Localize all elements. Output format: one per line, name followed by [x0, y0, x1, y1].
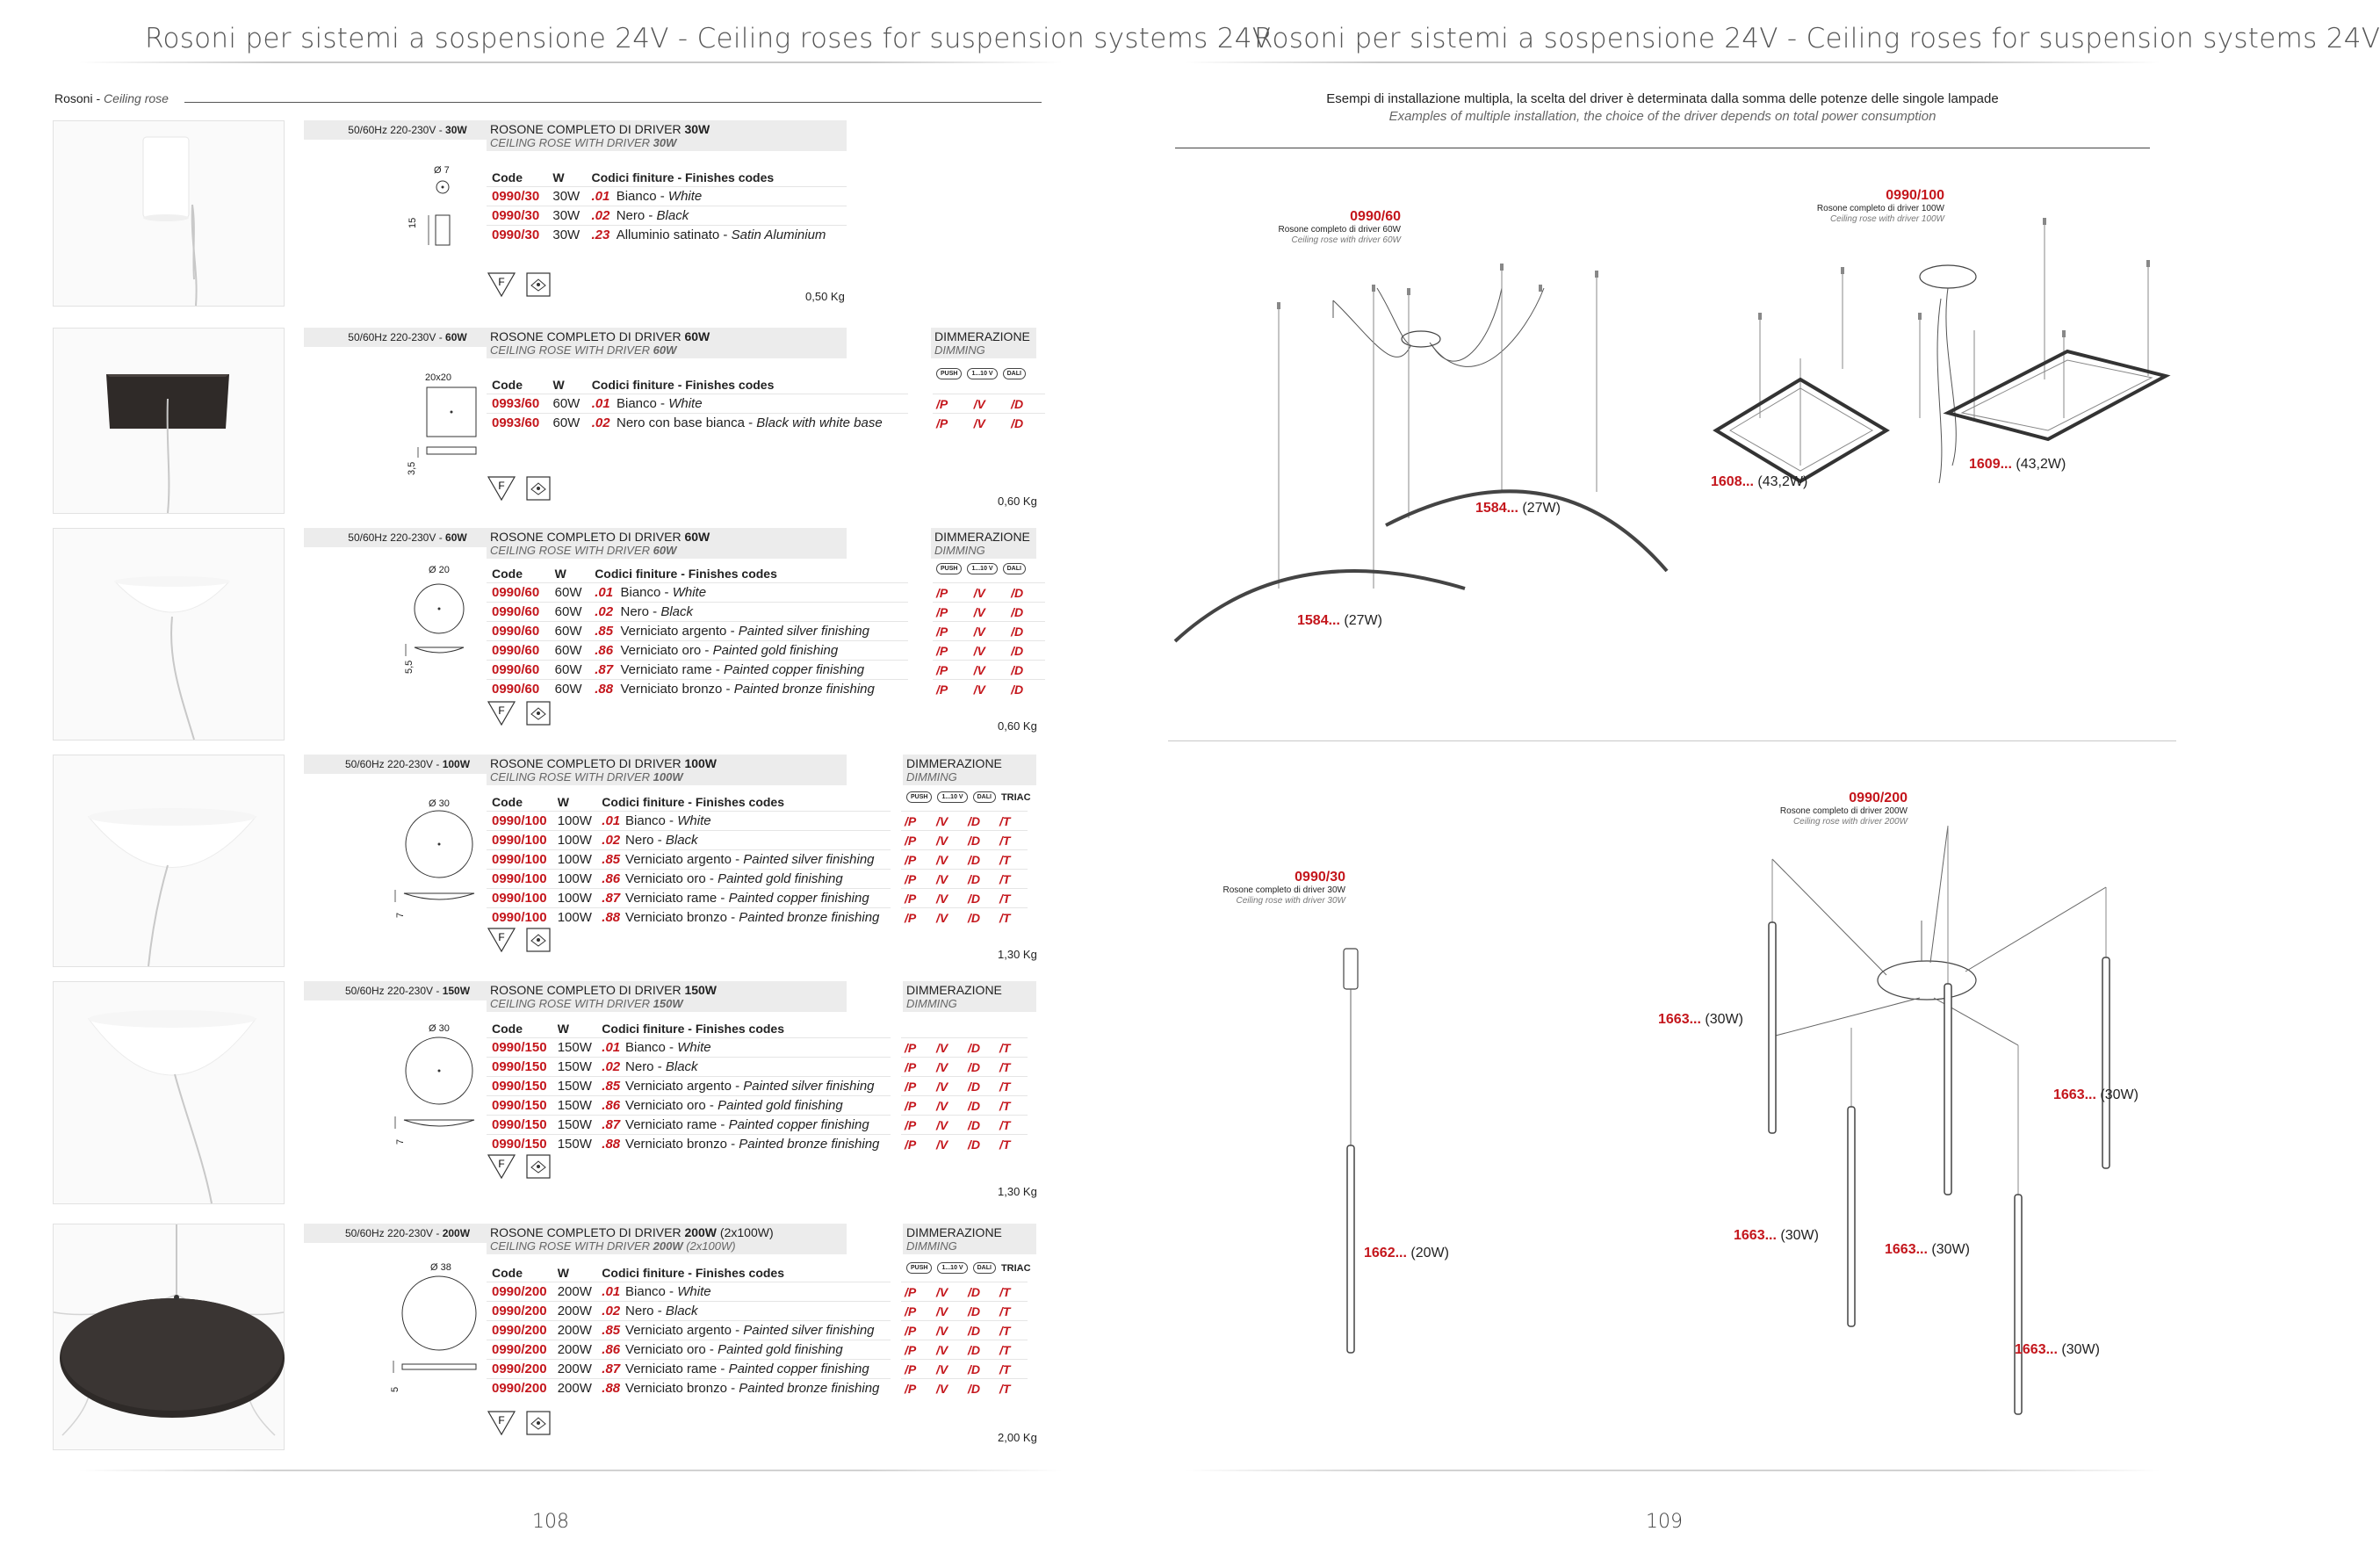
dimming-codes	[901, 1282, 1028, 1398]
table-row: 0990/100 100W .88 Verniciato bronzo - Painted bronze finishing	[487, 908, 891, 928]
table-row: /P /V /D /T	[901, 1116, 1028, 1135]
svg-text:F: F	[498, 1158, 505, 1170]
product-name: ROSONE COMPLETO DI DRIVER 30W CEILING ROSE WITH DRIVER 30W	[487, 120, 847, 151]
dimension-height: 5	[390, 1386, 400, 1392]
dimming-icons	[906, 791, 1031, 803]
dimension-icon	[369, 579, 501, 667]
table-row: 0990/60 60W .85 Verniciato argento - Painted silver finishing	[487, 622, 908, 641]
f-mark-icon	[487, 927, 516, 953]
ceiling-rose-square-icon	[54, 329, 284, 513]
dali-icon: DALI	[1003, 368, 1026, 379]
lamp-label-single-tube: 1662... (20W)	[1364, 1246, 1449, 1260]
f-mark-icon	[487, 1153, 516, 1180]
table-row: 0990/200 200W .86 Verniciato oro - Painted gold finishing	[487, 1340, 891, 1360]
product-block-60w-square	[53, 328, 1045, 514]
dimming-icons	[936, 368, 1026, 379]
dimension-height: 7	[395, 1138, 406, 1145]
lamp-label-tube-3: 1663... (30W)	[1734, 1228, 1819, 1243]
product-block-200w	[53, 1224, 1045, 1452]
table-row: /P /V /D	[933, 394, 1045, 414]
weight-label: 1,30 Kg	[998, 1185, 1037, 1198]
ceiling-rose-black-disc-icon	[54, 1224, 284, 1449]
table-row: /P /V /D	[933, 414, 1045, 433]
table-row: 0990/150 150W .01 Bianco - White	[487, 1038, 891, 1058]
table-row: 0990/60 60W .02 Nero - Black	[487, 603, 908, 622]
installation-subtitle: Examples of multiple installation, the choice of the driver depends on total power consumption	[1388, 109, 1936, 124]
table-row: 0990/200 200W .88 Verniciato bronzo - Painted bronze finishing	[487, 1379, 891, 1398]
table-row: /P /V /D	[933, 641, 1045, 661]
1-10v-icon: 1...10 V	[937, 1262, 967, 1274]
dimension-icon	[360, 1036, 501, 1132]
certification-marks	[487, 475, 552, 502]
dimension-height: 5,5	[404, 660, 415, 674]
lamp-label-tube-5: 1663... (30W)	[2015, 1342, 2100, 1357]
dimming-codes	[933, 394, 1045, 432]
table-row: 0990/30 30W .23 Alluminio satinato - Satin Aluminium	[487, 226, 847, 245]
title-rule-left	[79, 61, 1063, 63]
f-mark-icon	[487, 700, 516, 726]
table-row: 0990/150 150W .86 Verniciato oro - Painted gold finishing	[487, 1096, 891, 1116]
table-row: 0990/60 60W .86 Verniciato oro - Painted gold finishing	[487, 641, 908, 661]
table-row: /P /V /D /T	[901, 1321, 1028, 1340]
table-row: /P /V /D /T	[901, 889, 1028, 908]
ceiling-rose-cylinder-icon	[54, 121, 284, 306]
svg-text:F: F	[498, 1414, 505, 1427]
dimension-height: 3,5	[407, 461, 417, 475]
dimension-diameter: Ø 38	[430, 1262, 451, 1273]
push-icon: PUSH	[936, 368, 962, 379]
product-block-60w-round	[53, 528, 1045, 740]
table-row: /P /V /D	[933, 680, 1045, 699]
codes-table: Code W Codici finiture - Finishes codes 0990/30 30W .01 Bianco - White 0990/30 30W .02 Nero - Black 0990/30 30W .23 Alluminio satinato - Satin Aluminium	[487, 169, 847, 244]
table-row: 0990/30 30W .01 Bianco - White	[487, 187, 847, 206]
lamp-label-square-right: 1609... (43,2W)	[1969, 457, 2066, 472]
product-photo	[53, 528, 285, 740]
weight-label: 0,60 Kg	[998, 495, 1037, 508]
dali-icon: DALI	[973, 791, 996, 803]
lamp-label-tube-4: 1663... (30W)	[1885, 1242, 1970, 1257]
ceiling-rose-dome-icon	[54, 982, 284, 1203]
product-photo	[53, 981, 285, 1204]
table-row: 0993/60 60W .01 Bianco - White	[487, 394, 908, 414]
f-mark-icon	[487, 1410, 516, 1436]
table-row: /P /V /D	[933, 661, 1045, 680]
certification-marks	[487, 271, 552, 298]
installation-mark-icon	[525, 700, 552, 726]
svg-text:F: F	[498, 931, 505, 943]
dimension-icon	[343, 163, 465, 259]
codes-table: Code W Codici finiture - Finishes codes 0990/60 60W .01 Bianco - White 0990/60 60W .02 Nero - Black 0990/60 60W .85 Verniciato argento - Painted silver finishing 0990/60 60W .86 Verniciato oro - Painted gold finishing 0990/60 60W .87 Verniciato rame - Painted copper finishing 0990/60 60W .88 Verniciato bronzo - Painted bronze finishing	[487, 565, 908, 698]
dimension-diameter: Ø 30	[429, 1023, 450, 1034]
installation-mark-icon	[525, 271, 552, 298]
table-row: /P /V /D /T	[901, 1038, 1028, 1058]
f-mark-icon	[487, 475, 516, 502]
table-row: 0990/60 60W .87 Verniciato rame - Painted copper finishing	[487, 661, 908, 680]
installation-mark-icon	[525, 1410, 552, 1436]
table-row: 0990/60 60W .01 Bianco - White	[487, 583, 908, 603]
installation-title: Esempi di installazione multipla, la scelta del driver è determinata dalla somma delle potenze delle singole lampade	[1326, 91, 1999, 106]
installation-mark-icon	[525, 475, 552, 502]
frequency-label: 50/60Hz 220-230V - 60W	[304, 528, 511, 547]
ceiling-rose-dome-icon	[54, 755, 284, 966]
table-row: 0990/100 100W .02 Nero - Black	[487, 831, 891, 850]
dimming-header: DIMMERAZIONE DIMMING	[903, 755, 1036, 785]
lamp-label-arc-upper: 1584... (27W)	[1475, 501, 1561, 516]
svg-text:F: F	[498, 704, 505, 717]
dimension-height: 15	[407, 217, 418, 228]
rose-label-30: 0990/30 Rosone completo di driver 30W Ceiling rose with driver 30W	[1222, 870, 1345, 906]
page-number-right: 109	[1646, 1511, 1683, 1533]
dimming-header: DIMMERAZIONE DIMMING	[903, 1224, 1036, 1254]
product-block-30w	[53, 120, 1045, 307]
table-row: /P /V /D /T	[901, 870, 1028, 889]
table-row: 0990/100 100W .86 Verniciato oro - Painted gold finishing	[487, 870, 891, 889]
product-name: ROSONE COMPLETO DI DRIVER 200W (2x100W) CEILING ROSE WITH DRIVER 200W (2x100W)	[487, 1224, 847, 1254]
product-block-100w	[53, 755, 1045, 967]
table-row: /P /V /D /T	[901, 1077, 1028, 1096]
table-row: 0990/200 200W .01 Bianco - White	[487, 1282, 891, 1302]
push-icon: PUSH	[906, 1262, 932, 1274]
product-name: ROSONE COMPLETO DI DRIVER 60W CEILING ROSE WITH DRIVER 60W	[487, 528, 847, 559]
push-icon: PUSH	[936, 563, 962, 574]
dimension-diameter: 20x20	[425, 372, 451, 383]
table-row: 0990/150 150W .88 Verniciato bronzo - Painted bronze finishing	[487, 1135, 891, 1154]
product-photo	[53, 328, 285, 514]
svg-text:F: F	[498, 480, 505, 492]
table-row: /P /V /D	[933, 603, 1045, 622]
rose-label-60: 0990/60 Rosone completo di driver 60W Ceiling rose with driver 60W	[1278, 209, 1401, 245]
weight-label: 0,60 Kg	[998, 719, 1037, 733]
lamp-label-square-left: 1608... (43,2W)	[1711, 474, 1808, 489]
dimming-header: DIMMERAZIONE DIMMING	[931, 528, 1036, 559]
table-row: /P /V /D /T	[901, 850, 1028, 870]
1-10v-icon: 1...10 V	[967, 563, 997, 574]
rose-label-100: 0990/100 Rosone completo di driver 100W Ceiling rose with driver 100W	[1816, 188, 1944, 224]
dimension-drawing	[343, 163, 465, 264]
f-mark-icon	[487, 271, 516, 298]
page-title-left: Rosoni per sistemi a sospensione 24V - Ceiling roses for suspension systems 24V	[145, 23, 1272, 54]
dimension-icon	[369, 382, 501, 461]
dimming-codes	[901, 811, 1028, 927]
lamp-label-arc-lower: 1584... (27W)	[1297, 613, 1382, 628]
product-block-150w	[53, 981, 1045, 1206]
certification-marks	[487, 1153, 552, 1180]
table-row: /P /V /D	[933, 583, 1045, 603]
table-row: 0990/100 100W .01 Bianco - White	[487, 812, 891, 831]
frequency-label: 50/60Hz 220-230V - 60W	[304, 328, 511, 347]
bottom-rule-left	[79, 1470, 1063, 1471]
table-row: /P /V /D /T	[901, 1282, 1028, 1302]
table-row: /P /V /D /T	[901, 1058, 1028, 1077]
svg-text:F: F	[498, 276, 505, 288]
table-row: /P /V /D /T	[901, 1096, 1028, 1116]
table-row: 0990/100 100W .85 Verniciato argento - Painted silver finishing	[487, 850, 891, 870]
product-name: ROSONE COMPLETO DI DRIVER 60W CEILING ROSE WITH DRIVER 60W	[487, 328, 847, 358]
codes-table: Code W Codici finiture - Finishes codes 0990/150 150W .01 Bianco - White 0990/150 150W .02 Nero - Black 0990/150 150W .85 Verniciato argento - Painted silver finishing 0990/150 150W .86 Verniciato oro - Painted gold finishing 0990/150 150W .87 Verniciato rame - Painted copper finishing 0990/150 150W .88 Verniciato bronzo - Painted bronze finishing	[487, 1020, 891, 1153]
lamp-label-tube-1: 1663... (30W)	[1658, 1012, 1743, 1027]
table-row: /P /V /D /T	[901, 1340, 1028, 1360]
product-photo	[53, 755, 285, 967]
dimension-icon	[351, 1273, 501, 1378]
dimension-diameter: Ø 7	[434, 165, 450, 176]
frequency-label: 50/60Hz 220-230V - 100W	[304, 755, 511, 774]
1-10v-icon: 1...10 V	[937, 791, 967, 803]
frequency-label: 50/60Hz 220-230V - 200W	[304, 1224, 511, 1243]
page-title-right: Rosoni per sistemi a sospensione 24V - Ceiling roses for suspension systems 24V	[1254, 23, 2380, 54]
1-10v-icon: 1...10 V	[967, 368, 997, 379]
frequency-label: 50/60Hz 220-230V - 30W	[304, 120, 511, 140]
dimming-codes	[933, 582, 1045, 698]
table-row: 0990/150 150W .02 Nero - Black	[487, 1058, 891, 1077]
ceiling-rose-dome-icon	[54, 529, 284, 740]
table-row: 0990/30 30W .02 Nero - Black	[487, 206, 847, 226]
bottom-rule-right	[1186, 1470, 2160, 1471]
table-row: 0990/150 150W .87 Verniciato rame - Painted copper finishing	[487, 1116, 891, 1135]
product-name: ROSONE COMPLETO DI DRIVER 150W CEILING ROSE WITH DRIVER 150W	[487, 981, 847, 1012]
table-row: /P /V /D /T	[901, 1379, 1028, 1398]
table-row: /P /V /D /T	[901, 1360, 1028, 1379]
dali-icon: DALI	[1003, 563, 1026, 574]
dimming-icons	[936, 563, 1026, 574]
table-row: /P /V /D /T	[901, 812, 1028, 831]
table-row: 0990/200 200W .85 Verniciato argento - Painted silver finishing	[487, 1321, 891, 1340]
table-row: /P /V /D	[933, 622, 1045, 641]
dimming-icons	[906, 1262, 1031, 1274]
table-row: /P /V /D /T	[901, 1302, 1028, 1321]
table-row: /P /V /D /T	[901, 1135, 1028, 1154]
installation-rule-middle	[1168, 740, 2176, 741]
dimension-diameter: Ø 20	[429, 565, 450, 575]
table-row: /P /V /D /T	[901, 908, 1028, 928]
table-row: 0990/200 200W .02 Nero - Black	[487, 1302, 891, 1321]
codes-table: Code W Codici finiture - Finishes codes 0990/100 100W .01 Bianco - White 0990/100 100W .02 Nero - Black 0990/100 100W .85 Verniciato argento - Painted silver finishing 0990/100 100W .86 Verniciato oro - Painted gold finishing 0990/100 100W .87 Verniciato rame - Painted copper finishing 0990/100 100W .88 Verniciato bronzo - Painted bronze finishing	[487, 793, 891, 927]
weight-label: 1,30 Kg	[998, 948, 1037, 961]
page-number-left: 108	[532, 1511, 569, 1533]
triac-label: TRIAC	[1000, 1262, 1031, 1274]
table-row: 0990/150 150W .85 Verniciato argento - Painted silver finishing	[487, 1077, 891, 1096]
dimming-header: DIMMERAZIONE DIMMING	[903, 981, 1036, 1012]
dimming-header: DIMMERAZIONE DIMMING	[931, 328, 1036, 358]
codes-table: Code W Codici finiture - Finishes codes 0990/200 200W .01 Bianco - White 0990/200 200W .02 Nero - Black 0990/200 200W .85 Verniciato argento - Painted silver finishing 0990/200 200W .86 Verniciato oro - Painted gold finishing 0990/200 200W .87 Verniciato rame - Painted copper finishing 0990/200 200W .88 Verniciato bronzo - Painted bronze finishing	[487, 1264, 891, 1398]
certification-marks	[487, 700, 552, 726]
triac-label: TRIAC	[1000, 791, 1031, 803]
certification-marks	[487, 1410, 552, 1436]
table-row: 0990/200 200W .87 Verniciato rame - Painted copper finishing	[487, 1360, 891, 1379]
product-name: ROSONE COMPLETO DI DRIVER 100W CEILING ROSE WITH DRIVER 100W	[487, 755, 847, 785]
dimension-height: 7	[395, 912, 406, 918]
dimming-codes	[901, 1037, 1028, 1153]
section-label: Rosoni - Ceiling rose	[54, 91, 169, 105]
certification-marks	[487, 927, 552, 953]
push-icon: PUSH	[906, 791, 932, 803]
codes-table: Code W Codici finiture - Finishes codes 0993/60 60W .01 Bianco - White 0993/60 60W .02 Nero con base bianca - Black with white base	[487, 376, 908, 432]
installation-mark-icon	[525, 927, 552, 953]
product-photo	[53, 120, 285, 307]
table-row: 0990/60 60W .88 Verniciato bronzo - Painted bronze finishing	[487, 680, 908, 699]
rose-label-200: 0990/200 Rosone completo di driver 200W Ceiling rose with driver 200W	[1779, 791, 1908, 827]
weight-label: 0,50 Kg	[805, 290, 845, 303]
product-photo	[53, 1224, 285, 1450]
table-row: 0993/60 60W .02 Nero con base bianca - Black with white base	[487, 414, 908, 433]
dali-icon: DALI	[973, 1262, 996, 1274]
section-rule	[184, 102, 1042, 103]
installation-mark-icon	[525, 1153, 552, 1180]
table-row: /P /V /D /T	[901, 831, 1028, 850]
weight-label: 2,00 Kg	[998, 1431, 1037, 1444]
dimension-icon	[360, 809, 501, 906]
frequency-label: 50/60Hz 220-230V - 150W	[304, 981, 511, 1000]
lamp-label-tube-2: 1663... (30W)	[2053, 1087, 2138, 1102]
table-row: 0990/100 100W .87 Verniciato rame - Painted copper finishing	[487, 889, 891, 908]
dimension-diameter: Ø 30	[429, 798, 450, 809]
title-rule-right	[1186, 61, 2160, 63]
